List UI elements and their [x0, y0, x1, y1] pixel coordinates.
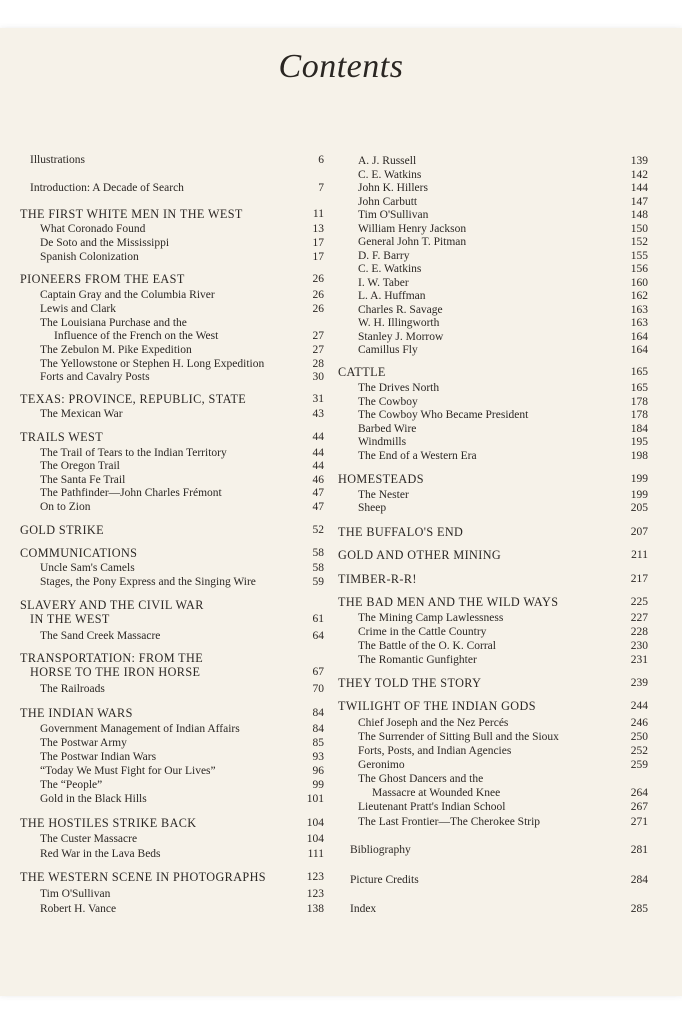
toc-entry-title: “Today We Must Fight for Our Lives”: [40, 765, 216, 777]
toc-entry: [12, 736, 324, 750]
toc-entry-title: HORSE TO THE IRON HORSE: [30, 665, 201, 679]
toc-entry: [338, 676, 648, 690]
toc-entry: [338, 262, 648, 276]
toc-entry-page: 44: [312, 460, 324, 472]
toc-entry-title: TRAILS WEST: [20, 430, 104, 444]
toc-entry-page: 26: [312, 303, 324, 315]
toc-entry: [12, 612, 324, 626]
toc-entry: [338, 758, 648, 772]
toc-entry-page: 284: [630, 874, 648, 886]
toc-entry: [12, 288, 324, 302]
toc-entry: [338, 548, 648, 562]
toc-entry-title: General John T. Pitman: [358, 236, 467, 248]
toc-entry-page: 7: [318, 182, 324, 194]
toc-entry-page: 225: [630, 596, 648, 608]
toc-entry: [338, 235, 648, 249]
toc-entry-page: 46: [312, 474, 324, 486]
toc-entry-page: 162: [630, 290, 648, 302]
toc-entry-page: 239: [630, 677, 648, 689]
toc-entry-page: 252: [630, 745, 648, 757]
toc-entry: [338, 525, 648, 539]
toc-entry: [338, 699, 648, 713]
toc-entry-page: 26: [312, 289, 324, 301]
toc-entry-page: 64: [312, 630, 324, 642]
toc-entry-page: 164: [630, 344, 648, 356]
toc-entry: [338, 208, 648, 222]
toc-entry-page: 267: [630, 801, 648, 813]
toc-entry-title: Charles R. Savage: [358, 304, 443, 316]
toc-entry-title: Uncle Sam's Camels: [40, 562, 135, 574]
toc-entry: [338, 639, 648, 653]
toc-entry: [12, 722, 324, 736]
toc-entry-page: 17: [312, 237, 324, 249]
toc-entry: [338, 501, 648, 515]
toc-entry-page: 17: [312, 251, 324, 263]
toc-entry-title: The Last Frontier—The Cherokee Strip: [358, 816, 541, 828]
page-title: Contents: [278, 48, 404, 85]
toc-entry-page: 96: [312, 765, 324, 777]
toc-entry: [338, 716, 648, 730]
toc-entry: [12, 887, 324, 901]
toc-entry: [12, 575, 324, 589]
toc-entry: [12, 473, 324, 487]
toc-entry-page: 230: [630, 640, 648, 652]
toc-entry: [338, 435, 648, 449]
toc-entry: [12, 500, 324, 514]
toc-entry-title: The Pathfinder—John Charles Frémont: [40, 487, 222, 499]
toc-entry: [338, 488, 648, 502]
toc-entry: [12, 153, 324, 167]
toc-entry-page: 139: [630, 155, 648, 167]
toc-entry: [12, 870, 324, 884]
toc-entry-page: 28: [312, 358, 324, 370]
toc-entry-page: 217: [630, 573, 648, 585]
toc-entry-title: John K. Hillers: [358, 182, 428, 194]
toc-entry: [338, 730, 648, 744]
toc-entry: [338, 902, 648, 916]
toc-entry-title: Geronimo: [358, 759, 405, 771]
toc-entry: [12, 222, 324, 236]
toc-entry-title: The Cowboy Who Became President: [358, 409, 529, 421]
toc-entry: [12, 446, 324, 460]
toc-entry-title: The Battle of the O. K. Corral: [358, 640, 496, 652]
toc-entry-title: Illustrations: [30, 154, 85, 166]
toc-entry-page: 44: [312, 431, 324, 443]
toc-entry: [338, 249, 648, 263]
toc-entry-title: Introduction: A Decade of Search: [30, 182, 184, 194]
toc-entry-page: 199: [630, 473, 648, 485]
toc-entry-page: 142: [630, 169, 648, 181]
toc-entry-page: 152: [630, 236, 648, 248]
toc-entry: [338, 786, 648, 800]
toc-entry-title: The Surrender of Sitting Bull and the Sioux: [358, 731, 559, 743]
toc-entry-title: Tim O'Sullivan: [358, 209, 429, 221]
toc-entry: [12, 236, 324, 250]
toc-entry-page: 101: [306, 793, 324, 805]
toc-entry-page: 58: [312, 562, 324, 574]
toc-entry: [338, 625, 648, 639]
toc-entry-title: Government Management of Indian Affairs: [40, 723, 240, 735]
toc-entry: [12, 546, 324, 560]
toc-entry-title: The Romantic Gunfighter: [358, 654, 477, 666]
toc-entry: [12, 343, 324, 357]
toc-entry-title: The End of a Western Era: [358, 450, 477, 462]
toc-entry-page: 27: [312, 344, 324, 356]
toc-entry-page: 199: [630, 489, 648, 501]
toc-entry-title: Red War in the Lava Beds: [40, 848, 161, 860]
toc-entry: [338, 843, 648, 857]
toc-entry: [12, 370, 324, 384]
toc-entry: [338, 815, 648, 829]
toc-entry-title: Barbed Wire: [358, 423, 417, 435]
toc-entry-page: 178: [630, 396, 648, 408]
toc-entry-page: 164: [630, 331, 648, 343]
toc-entry-title: Stages, the Pony Express and the Singing Wire: [40, 576, 256, 588]
toc-entry-title: The Yellowstone or Stephen H. Long Expedition: [40, 358, 265, 370]
toc-entry-title: Gold in the Black Hills: [40, 793, 147, 805]
toc-entry: [338, 744, 648, 758]
toc-entry: [338, 800, 648, 814]
toc-entry: [12, 272, 324, 286]
toc-entry: [12, 407, 324, 421]
toc-entry: [12, 847, 324, 861]
toc-entry-title: The Postwar Army: [40, 737, 127, 749]
toc-entry-title: Windmills: [358, 436, 407, 448]
toc-entry: [12, 792, 324, 806]
toc-entry-title: Influence of the French on the West: [54, 330, 219, 342]
toc-entry-title: CATTLE: [338, 365, 386, 379]
toc-entry-title: The Santa Fe Trail: [40, 474, 126, 486]
toc-entry-title: Robert H. Vance: [40, 903, 117, 915]
toc-entry-page: 85: [312, 737, 324, 749]
toc-entry-title: Bibliography: [350, 844, 411, 856]
toc-entry-page: 47: [312, 487, 324, 499]
toc-entry-page: 84: [312, 707, 324, 719]
toc-entry: [338, 595, 648, 609]
toc-entry-title: The Custer Massacre: [40, 833, 138, 845]
toc-entry: [338, 154, 648, 168]
toc-entry-title: THE INDIAN WARS: [20, 706, 133, 720]
toc-entry-title: The Railroads: [40, 683, 105, 695]
toc-entry-title: TRANSPORTATION: FROM THE: [20, 651, 204, 665]
toc-entry: [12, 561, 324, 575]
toc-entry-title: IN THE WEST: [30, 612, 110, 626]
toc-entry: [12, 392, 324, 406]
toc-entry-title: Sheep: [358, 502, 387, 514]
toc-entry-page: 246: [630, 717, 648, 729]
toc-entry-title: Forts and Cavalry Posts: [40, 371, 150, 383]
toc-entry-title: The Postwar Indian Wars: [40, 751, 157, 763]
toc-entry: [338, 316, 648, 330]
toc-entry: [12, 181, 324, 195]
toc-entry-page: 144: [630, 182, 648, 194]
toc-entry-page: 195: [630, 436, 648, 448]
toc-entry: [12, 902, 324, 916]
toc-entry-title: L. A. Huffman: [358, 290, 426, 302]
toc-entry: [338, 330, 648, 344]
toc-entry-title: Captain Gray and the Columbia River: [40, 289, 215, 301]
toc-entry-title: THEY TOLD THE STORY: [338, 676, 482, 690]
toc-entry: [12, 523, 324, 537]
toc-entry-page: 70: [312, 683, 324, 695]
toc-entry-page: 59: [312, 576, 324, 588]
toc-entry-page: 259: [630, 759, 648, 771]
toc-entry-page: 123: [306, 888, 324, 900]
toc-entry-title: The Sand Creek Massacre: [40, 630, 161, 642]
toc-entry: [338, 343, 648, 357]
toc-entry-page: 44: [312, 447, 324, 459]
toc-entry-page: 99: [312, 779, 324, 791]
toc-entry-title: Chief Joseph and the Nez Percés: [358, 717, 509, 729]
toc-entry-page: 67: [312, 666, 324, 678]
toc-entry-title: A. J. Russell: [358, 155, 417, 167]
toc-entry-page: 150: [630, 223, 648, 235]
toc-entry-title: Tim O'Sullivan: [40, 888, 111, 900]
toc-entry: [12, 778, 324, 792]
toc-entry-page: 163: [630, 317, 648, 329]
toc-entry: [12, 832, 324, 846]
toc-entry: [12, 598, 324, 612]
toc-entry: [12, 750, 324, 764]
toc-entry: [338, 181, 648, 195]
toc-entry: [12, 430, 324, 444]
toc-entry-page: 84: [312, 723, 324, 735]
toc-entry-title: TWILIGHT OF THE INDIAN GODS: [338, 699, 536, 713]
toc-entry: [338, 472, 648, 486]
toc-entry: [338, 381, 648, 395]
toc-entry: [12, 316, 324, 330]
toc-entry-title: The Trail of Tears to the Indian Territory: [40, 447, 227, 459]
toc-entry: [12, 459, 324, 473]
toc-entry-title: Camillus Fly: [358, 344, 418, 356]
toc-entry-page: 138: [306, 903, 324, 915]
toc-entry: [338, 303, 648, 317]
toc-entry-title: The Oregon Trail: [40, 460, 120, 472]
toc-entry-page: 147: [630, 196, 648, 208]
toc-entry-title: Massacre at Wounded Knee: [372, 787, 501, 799]
toc-entry-page: 27: [312, 330, 324, 342]
toc-entry: [12, 651, 324, 665]
toc-entry-title: COMMUNICATIONS: [20, 546, 138, 560]
toc-entry: [338, 195, 648, 209]
toc-entry: [12, 816, 324, 830]
toc-entry-title: Lewis and Clark: [40, 303, 117, 315]
toc-entry-page: 165: [630, 366, 648, 378]
toc-entry: [12, 629, 324, 643]
toc-entry-title: GOLD AND OTHER MINING: [338, 548, 502, 562]
toc-entry-title: Stanley J. Morrow: [358, 331, 444, 343]
toc-entry: [12, 302, 324, 316]
toc-entry-title: THE FIRST WHITE MEN IN THE WEST: [20, 207, 243, 221]
toc-entry-title: What Coronado Found: [40, 223, 146, 235]
toc-entry-title: The Mining Camp Lawlessness: [358, 612, 504, 624]
toc-entry-page: 281: [630, 844, 648, 856]
toc-entry-title: Spanish Colonization: [40, 251, 139, 263]
toc-entry-page: 250: [630, 731, 648, 743]
toc-entry-title: THE BAD MEN AND THE WILD WAYS: [338, 595, 559, 609]
toc-entry-title: The Cowboy: [358, 396, 418, 408]
toc-entry: [12, 486, 324, 500]
toc-entry-title: C. E. Watkins: [358, 169, 422, 181]
toc-entry: [338, 422, 648, 436]
toc-entry: [12, 250, 324, 264]
toc-entry-page: 58: [312, 547, 324, 559]
toc-entry-title: Picture Credits: [350, 874, 419, 886]
toc-entry-page: 198: [630, 450, 648, 462]
toc-entry: [338, 572, 648, 586]
toc-entry: [338, 653, 648, 667]
toc-entry-page: 11: [312, 208, 324, 220]
toc-entry-page: 184: [630, 423, 648, 435]
toc-entry: [338, 772, 648, 786]
toc-entry-title: William Henry Jackson: [358, 223, 467, 235]
toc-entry: [338, 276, 648, 290]
toc-entry-page: 148: [630, 209, 648, 221]
toc-entry: [338, 222, 648, 236]
toc-entry-page: 155: [630, 250, 648, 262]
toc-entry-title: C. E. Watkins: [358, 263, 422, 275]
toc-entry: [12, 329, 324, 343]
toc-entry-page: 13: [312, 223, 324, 235]
toc-entry-title: Forts, Posts, and Indian Agencies: [358, 745, 512, 757]
toc-entry-title: The Mexican War: [40, 408, 123, 420]
toc-entry-title: Index: [350, 903, 377, 915]
toc-entry-title: SLAVERY AND THE CIVIL WAR: [20, 598, 204, 612]
toc-entry-page: 31: [312, 393, 324, 405]
toc-entry-title: The Drives North: [358, 382, 440, 394]
toc-entry: [12, 764, 324, 778]
toc-entry-title: On to Zion: [40, 501, 91, 513]
toc-entry-title: GOLD STRIKE: [20, 523, 104, 537]
toc-entry-page: 160: [630, 277, 648, 289]
toc-entry: [338, 395, 648, 409]
toc-entry-title: D. F. Barry: [358, 250, 410, 262]
toc-entry-title: De Soto and the Mississippi: [40, 237, 170, 249]
toc-entry-page: 207: [630, 526, 648, 538]
toc-entry-title: The Zebulon M. Pike Expedition: [40, 344, 192, 356]
toc-entry-page: 111: [307, 848, 324, 860]
toc-entry-title: TEXAS: PROVINCE, REPUBLIC, STATE: [20, 392, 247, 406]
toc-entry: [12, 357, 324, 371]
toc-entry-title: I. W. Taber: [358, 277, 409, 289]
toc-entry-page: 123: [306, 871, 324, 883]
toc-entry-page: 61: [312, 613, 324, 625]
toc-entry-page: 104: [306, 817, 324, 829]
toc-entry-page: 228: [630, 626, 648, 638]
toc-entry-title: THE BUFFALO'S END: [338, 525, 464, 539]
toc-entry-page: 244: [630, 700, 648, 712]
toc-entry-page: 178: [630, 409, 648, 421]
toc-entry-title: HOMESTEADS: [338, 472, 424, 486]
toc-entry-title: Lieutenant Pratt's Indian School: [358, 801, 506, 813]
toc-entry-title: PIONEERS FROM THE EAST: [20, 272, 185, 286]
toc-entry-page: 264: [630, 787, 648, 799]
toc-entry-page: 205: [630, 502, 648, 514]
toc-entry: [338, 449, 648, 463]
toc-entry-title: THE WESTERN SCENE IN PHOTOGRAPHS: [20, 870, 266, 884]
toc-entry-page: 6: [318, 154, 324, 166]
toc-entry-title: The Nester: [358, 489, 409, 501]
toc-entry: [12, 665, 324, 679]
toc-entry-title: W. H. Illingworth: [358, 317, 440, 329]
toc-entry: [12, 207, 324, 221]
toc-entry: [338, 873, 648, 887]
toc-entry-title: THE HOSTILES STRIKE BACK: [20, 816, 197, 830]
toc-entry-title: The Louisiana Purchase and the: [40, 317, 187, 329]
toc-entry: [338, 168, 648, 182]
toc-entry-title: TIMBER-R-R!: [338, 572, 417, 586]
toc-entry-page: 165: [630, 382, 648, 394]
toc-entry-title: Crime in the Cattle Country: [358, 626, 487, 638]
toc-entry-page: 271: [630, 816, 648, 828]
toc-entry-page: 156: [630, 263, 648, 275]
toc-entry: [338, 365, 648, 379]
toc-entry-page: 231: [630, 654, 648, 666]
toc-entry: [338, 611, 648, 625]
toc-entry-page: 163: [630, 304, 648, 316]
toc-entry-page: 211: [631, 549, 648, 561]
toc-entry-page: 26: [312, 273, 324, 285]
toc-entry-title: The Ghost Dancers and the: [358, 773, 484, 785]
toc-entry-page: 104: [306, 833, 324, 845]
toc-entry-page: 285: [630, 903, 648, 915]
toc-entry-title: The “People”: [40, 779, 103, 791]
toc-entry-page: 47: [312, 501, 324, 513]
toc-entry-page: 43: [312, 408, 324, 420]
toc-entry-page: 227: [630, 612, 648, 624]
toc-entry: [338, 289, 648, 303]
toc-entry: [12, 706, 324, 720]
toc-entry-page: 93: [312, 751, 324, 763]
toc-entry-page: 30: [312, 371, 324, 383]
toc-entry-page: 52: [312, 524, 324, 536]
toc-entry: [338, 408, 648, 422]
toc-entry: [12, 682, 324, 696]
toc-entry-title: John Carbutt: [358, 196, 418, 208]
